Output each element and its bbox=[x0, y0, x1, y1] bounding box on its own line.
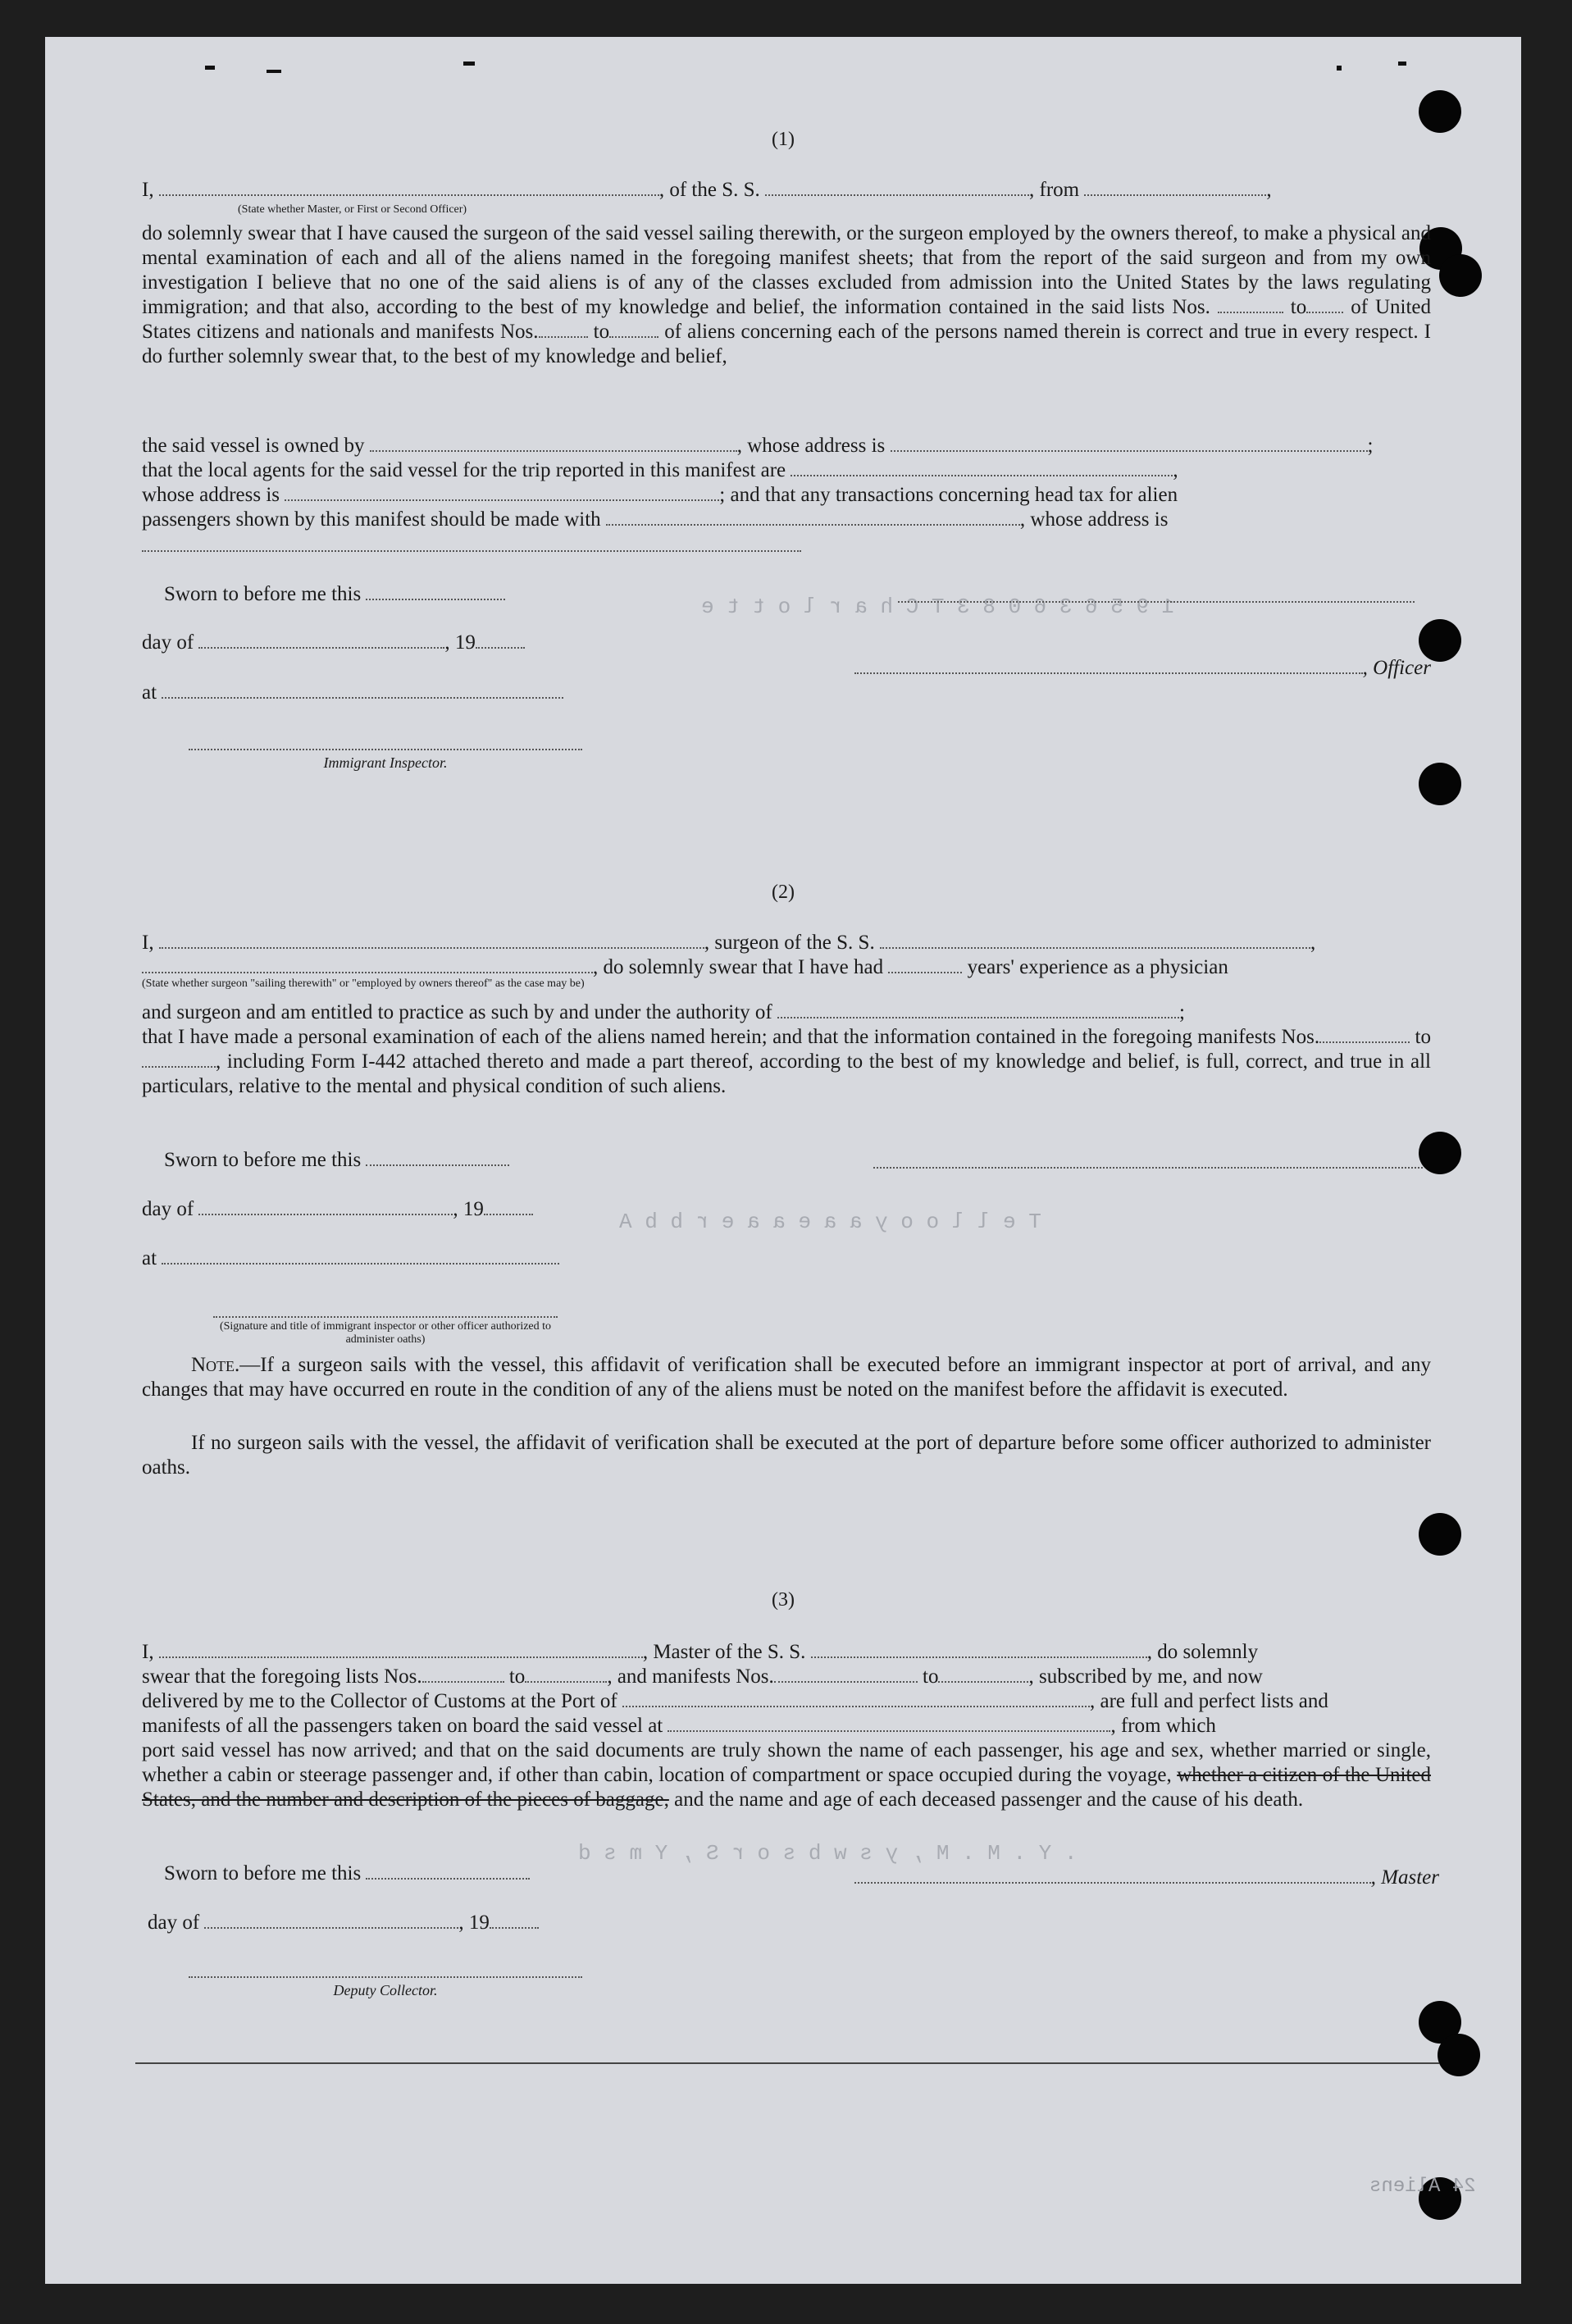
section-1-at: at bbox=[142, 681, 634, 705]
agent-address-line: whose address is ; and that any transactions concerning head tax for alien bbox=[142, 484, 1178, 506]
section-1-body: do solemnly swear that I have caused the surgeon of the said vessel sailing therewith, or the surgeon employed by the owners thereof, to make a physical and mental examination of each and all of the aliens named in the foregoing manifest sheets; that from the report of the said surgeon and from my own investigation I believe that no one of the said aliens is of any of the classes excluded from admission into the United States by the laws regulating immigration; and that also, according to the best of my knowledge and belief, the information contained in the said lists Nos. to of United States citizens and nationals and manifests Nos. to of aliens concerning each of the persons named therein is correct and true in every respect. I do further solemnly swear that, to the best of my knowledge and belief, bbox=[142, 222, 1432, 367]
section-3-line-2: swear that the foregoing lists Nos. to , and manifests Nos. to , subscribed by me, and now bbox=[142, 1666, 1263, 1688]
immigrant-inspector-label: Immigrant Inspector. bbox=[323, 754, 448, 771]
master-signature-line: , Master bbox=[832, 1866, 1439, 1890]
section-2-line-1: I, , surgeon of the S. S. , bbox=[142, 932, 1316, 954]
scan-mark bbox=[267, 70, 281, 73]
master-note: (State whether Master, or First or Second Officer) bbox=[238, 203, 467, 216]
section-3-number: (3) bbox=[772, 1589, 795, 1611]
section-1-day-of: day of , 19 bbox=[142, 631, 634, 655]
section-2-day-of: day of , 19 bbox=[142, 1197, 634, 1222]
owned-by-line: the said vessel is owned by , whose address is ; bbox=[142, 435, 1374, 457]
bottom-rule bbox=[135, 2062, 1439, 2064]
section-2-sworn: Sworn to before me this bbox=[164, 1148, 656, 1173]
punch-hole bbox=[1438, 2034, 1480, 2076]
local-agents-line: that the local agents for the said vessel for the trip reported in this manifest are , bbox=[142, 459, 1178, 481]
margin-note: 24 Aliens bbox=[1369, 2176, 1476, 2198]
section-1-line-1: I, , of the S. S. , from , bbox=[142, 179, 1272, 201]
manifest-back-page bbox=[45, 37, 1521, 2284]
section-2-body: that I have made a personal examination of each of the aliens named herein; and that the information contained in the foregoing manifests Nos. to, including Form I-442 attached thereto and made a part thereof, according to the best of my knowledge and belief, is full, correct, and true in all particulars, relative to the mental and physical condition of such aliens. bbox=[142, 1026, 1431, 1097]
section-3-line-3: delivered by me to the Collector of Customs at the Port of , are full and perfect lists and bbox=[142, 1690, 1328, 1712]
punch-hole bbox=[1419, 90, 1461, 133]
signature-note: (Signature and title of immigrant inspector or other officer authorized to administer oaths) bbox=[219, 1320, 552, 1346]
section-3-sworn: Sworn to before me this bbox=[164, 1861, 656, 1886]
section-3-line-1: I, , Master of the S. S. , do solemnly bbox=[142, 1641, 1259, 1663]
officer-signature-line: , Officer bbox=[832, 656, 1431, 681]
surgeon-note: (State whether surgeon "sailing therewith" or "employed by owners thereof" as the case may be) bbox=[142, 977, 585, 990]
punch-hole bbox=[1419, 1513, 1461, 1556]
section-2-number: (2) bbox=[772, 882, 795, 903]
punch-hole bbox=[1419, 763, 1461, 805]
note-paragraph-2: If no surgeon sails with the vessel, the affidavit of verification shall be executed at the port of departure before some officer authorized to administer oaths. bbox=[142, 1432, 1431, 1479]
section-3-day-of: day of , 19 bbox=[148, 1911, 640, 1935]
bleed-through-text: 1 9 5 6 3 6 0 8 3 T C h a r l o t t e bbox=[701, 595, 1175, 619]
scan-mark bbox=[1337, 66, 1342, 71]
practice-line: and surgeon and am entitled to practice as such by and under the authority of ; bbox=[142, 1001, 1185, 1023]
scan-mark bbox=[205, 66, 215, 70]
section-3-line-4: manifests of all the passengers taken on board the said vessel at , from which bbox=[142, 1715, 1216, 1737]
section-1-number: (1) bbox=[772, 129, 795, 150]
scan-mark bbox=[463, 62, 475, 66]
bleed-through-text: T e l l o o y a a e a a e r b b A bbox=[619, 1210, 1041, 1234]
section-1-sworn: Sworn to before me this bbox=[164, 582, 656, 607]
section-2-line-2: , do solemnly swear that I have had years' experience as a physician bbox=[142, 955, 1431, 980]
section-2-at: at bbox=[142, 1246, 634, 1271]
section-3-body: port said vessel has now arrived; and that on the said documents are truly shown the name of each passenger, his age and sex, whether married or single, whether a cabin or steerage passenger and, if other than cabin, location of compartment or space occupied during the voyage, whether a citizen of the United States, and the number and description of the pieces of baggage, and the name and age of each deceased passenger and the cause of his death. bbox=[142, 1739, 1431, 1811]
punch-hole bbox=[1419, 1132, 1461, 1174]
scan-mark bbox=[1398, 62, 1406, 66]
note-paragraph: Note.—If a surgeon sails with the vessel, this affidavit of verification shall be executed before an immigrant inspector at port of arrival, and any changes that may have occurred en route in the condition of any of the aliens must be noted on the manifest before the affidavit is executed. bbox=[142, 1354, 1431, 1401]
bleed-through-text: . Y . M . M , y s w b s o r S , Y m s d bbox=[578, 1841, 1078, 1866]
punch-hole bbox=[1439, 254, 1482, 297]
deputy-collector-label: Deputy Collector. bbox=[333, 1982, 438, 1998]
head-tax-line: passengers shown by this manifest should be made with , whose address is bbox=[142, 508, 1169, 531]
